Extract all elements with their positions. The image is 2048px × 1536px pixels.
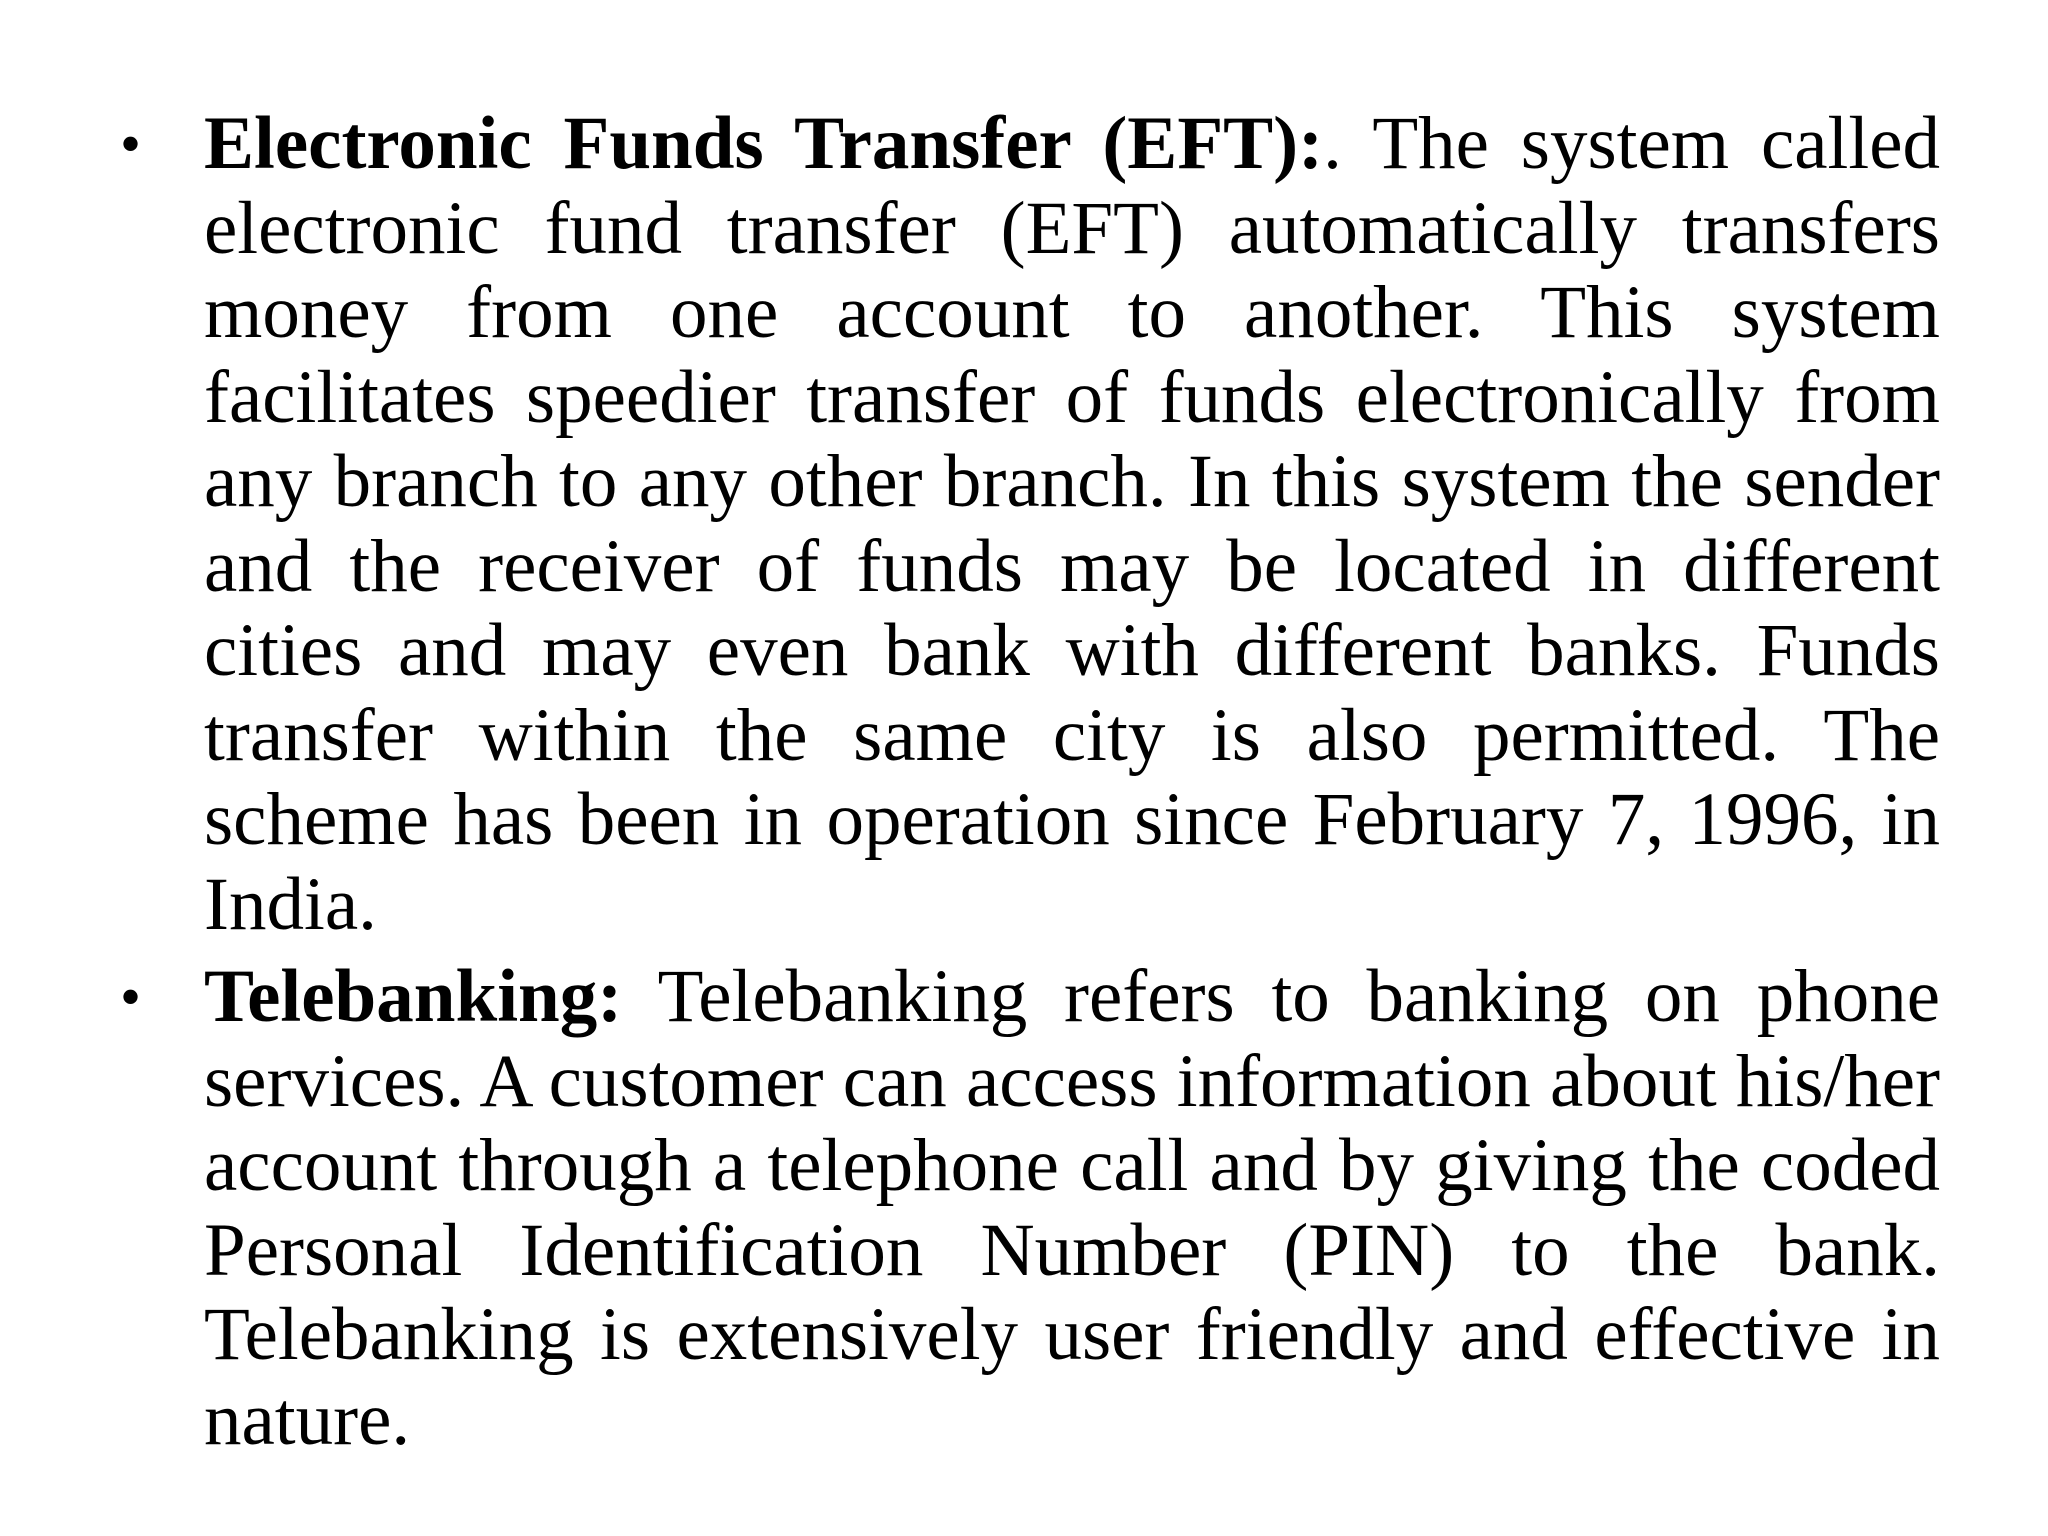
bullet-marker: •: [120, 111, 142, 177]
bullet-item-telebanking: [120, 955, 1940, 1462]
bullet-marker: •: [120, 964, 142, 1030]
bullet-list: [120, 102, 1940, 1470]
bullet-body-eft: . The system called electronic fund transfer (EFT) automatically transfers money from one account to another. This system facilitates speedier transfer of funds electronically from any branch to any other branch. In this system the sender and the receiver of funds may be located in different cities and may even bank with different banks. Funds transfer within the same city is also permitted. The scheme has been in operation since February 7, 1996, in India.: [204, 102, 1940, 946]
bullet-text-eft: [204, 102, 1940, 947]
bullet-text-telebanking: [204, 955, 1940, 1462]
bullet-term-telebanking: Telebanking:: [204, 955, 623, 1038]
bullet-item-eft: [120, 102, 1940, 947]
bullet-term-eft: Electronic Funds Transfer (EFT):: [204, 102, 1324, 185]
bullet-body-telebanking: Telebanking refers to banking on phone services. A customer can access information about his/her account through a telephone call and by giving the coded Personal Identification Number (PIN) to the bank. Telebanking is extensively user friendly and effective in nature.: [204, 955, 1940, 1461]
